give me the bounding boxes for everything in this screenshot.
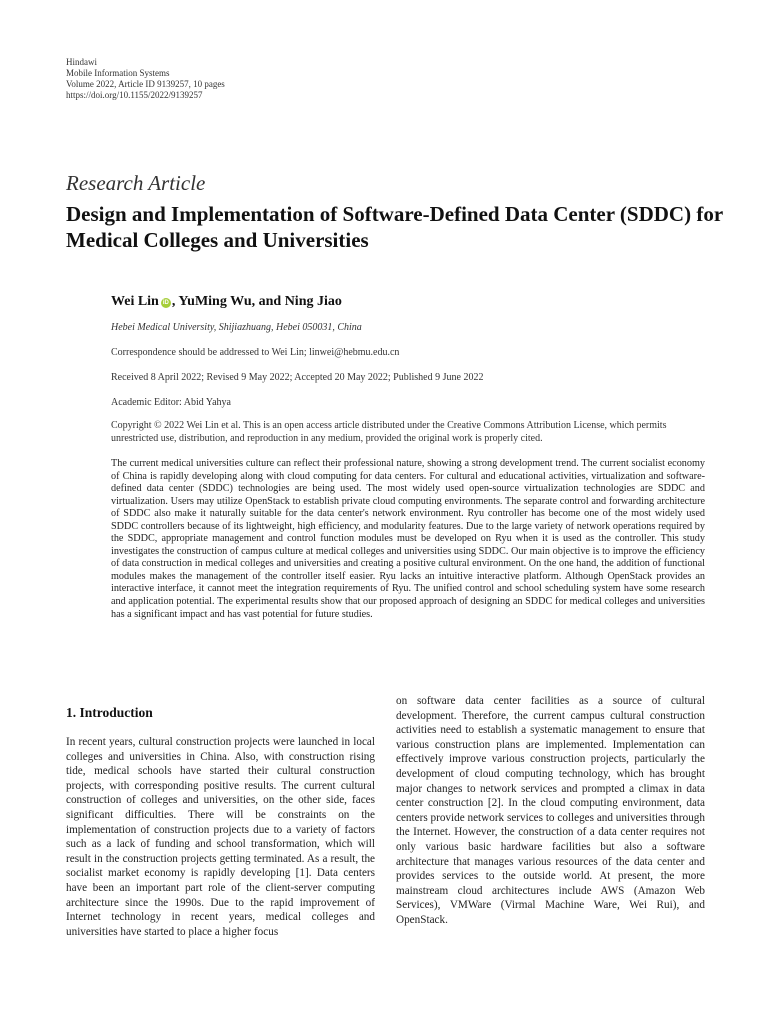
section-heading: 1. Introduction: [66, 705, 153, 720]
publication-dates: Received 8 April 2022; Revised 9 May 2022; Accepted 20 May 2022; Published 9 June 2022: [111, 372, 484, 383]
doi-link[interactable]: https://doi.org/10.1155/2022/9139257: [66, 90, 203, 100]
journal-header: [66, 57, 225, 101]
body-column-right: [396, 694, 705, 928]
academic-editor: Academic Editor: Abid Yahya: [111, 397, 231, 408]
author-name: Wei Lin: [111, 294, 159, 309]
abstract: The current medical universities culture can reflect their professional nature, showing a strong development trend. The current socialist economy of China is rapidly developing along with cloud computing for data centers. For cultural and educational activities, virtualization and software-defined data center (SDDC) technologies are being used. The most widely used open-source virtualization technologies are SDDC and virtualization. Users may utilize OpenStack to establish private cloud computing environments. The separate control and forwarding architecture of SDDC also make it naturally suitable for the data center's network environment. Ryu controller has become one of the most widely used SDDC controllers because of its lightweight, high efficiency, and modularity features. Due to the large variety of network operations required by the SDDC, appropriate management and control function modules must be developed on Ryu when it is used as the controller. This study investigates the construction of campus culture at medical colleges and universities using SDDC. Our main objective is to improve the efficiency of data construction in medical colleges and universities and creating a positive cultural environment. On the one hand, the addition of functional modules makes the management of the controller itself easier. Ryu lacks an intuitive interactive platform. Although OpenStack provides an interactive interface, it cannot meet the integration requirements of Ryu. The unified control and school scheduling system have some research and application potential. The experimental results show that our proposed approach of designing an SDDC for medical colleges and universities has a significant impact and has vast potential for future studies.: [111, 458, 705, 620]
author-list: [111, 294, 342, 310]
correspondence: Correspondence should be addressed to Wei Lin; linwei@hebmu.edu.cn: [111, 347, 400, 358]
body-paragraph: In recent years, cultural construction projects were launched in local colleges and universities in China. Also, with construction rising tide, medical schools have started their cultural construction projects, with corresponding positive results. The current cultural construction of colleges and universities, on the other side, faces significant difficulties. There will be constraints on the implementation of construction projects due to a variety of factors such as a lack of funding and school transformation, which will result in the construction projects getting terminated. As a result, the socialist market economy is rapidly developing [1]. Data centers have been an important part role of the client-server computing architecture since the 1990s. Due to the rapid improvement of Internet technology in recent years, medical colleges and universities have started to place a higher focus: [66, 736, 375, 938]
volume-info: Volume 2022, Article ID 9139257, 10 pages: [66, 79, 225, 89]
publisher-name: Hindawi: [66, 57, 97, 67]
body-paragraph: on software data center facilities as a source of cultural development. Therefore, the current campus cultural construction activities need to establish a systematic management to ensure that various construction plans are implemented. Implementation can effectively improve various construction projects, particularly the development of cloud computing technology, which has brought major changes to network services and prompted a climax in data center construction [2]. In the cloud computing environment, data centers provide network services to colleges and universities through the Internet. However, the construction of a data center requires not only various basic hardware facilities but also a software architecture that manages various resources of the data center and provides services to the outside world. At present, the more mainstream cloud architectures include AWS (Amazon Web Services), VMWare (Virmal Machine Ware, Wei Rui), and OpenStack.: [396, 695, 705, 926]
affiliation: Hebei Medical University, Shijiazhuang, Hebei 050031, China: [111, 322, 362, 333]
copyright-notice: Copyright © 2022 Wei Lin et al. This is an open access article distributed under the Creative Commons Attribution License, which permits unrestricted use, distribution, and reproduction in any medium, provided the original work is properly cited.: [111, 420, 667, 444]
orcid-icon[interactable]: iD: [162, 300, 169, 306]
body-column-left: [66, 694, 375, 939]
journal-name: Mobile Information Systems: [66, 68, 170, 78]
article-type: Research Article: [66, 171, 206, 195]
paper-title: Design and Implementation of Software-Defined Data Center (SDDC) for Medical Colleges and Universities: [66, 202, 723, 252]
author-names-rest: , YuMing Wu, and Ning Jiao: [171, 294, 342, 309]
